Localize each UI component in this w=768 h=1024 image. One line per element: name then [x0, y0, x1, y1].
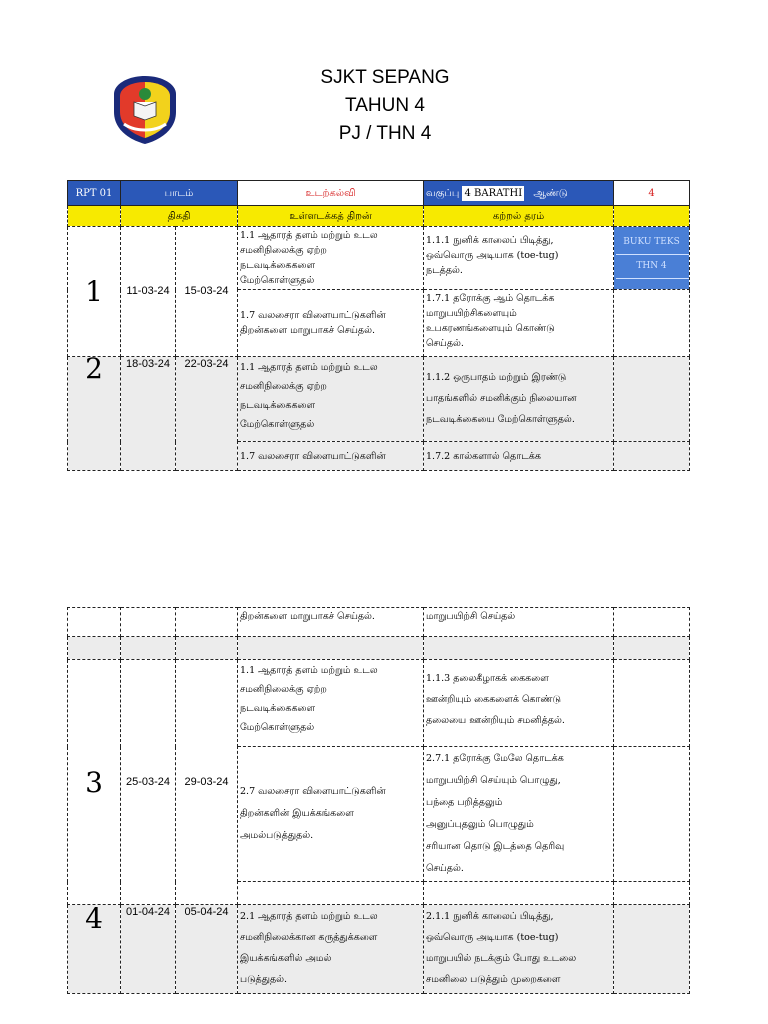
learning-standard-cell: 1.7.2 கால்களால் தொடக்க	[424, 442, 614, 471]
empty-cell	[238, 637, 424, 660]
content-standard-cell: திறன்களை மாறுபாகச் செய்தல்.	[238, 608, 424, 637]
content-standard-header: உள்ளடக்கத் திறன்	[238, 206, 424, 227]
school-name: SJKT SEPANG	[320, 67, 450, 88]
table-header-row	[68, 181, 690, 206]
empty-cell	[614, 206, 690, 227]
rpt-label: RPT 01	[68, 181, 121, 206]
start-date: 01-04-24	[121, 905, 176, 994]
subject-name: உடற்கல்வி	[238, 181, 424, 206]
empty-cell	[614, 442, 690, 471]
content-standard-cell: 1.7 வலசைரா விளையாட்டுகளின் திறன்களை மாறுபாகச் செய்தல்.	[238, 290, 424, 357]
table-subheader-row	[68, 206, 690, 227]
year-value: 4	[614, 181, 690, 206]
table-row	[68, 608, 690, 637]
school-crest-logo	[110, 72, 180, 146]
learning-standard-cell: 2.1.1 நுனிக் காலைப் பிடித்து, ஒவ்வொரு அடியாக (toe-tug) மாறுபயில் நடக்கும் போது உடலை சமனிலை படுத்தும் முறைகளை	[424, 905, 614, 994]
empty-cell	[614, 290, 690, 357]
table-row	[68, 227, 690, 290]
year-label: ஆண்டு	[533, 187, 568, 199]
end-date: 15-03-24	[176, 227, 238, 357]
empty-cell	[424, 637, 614, 660]
date-header: திகதி	[121, 206, 238, 227]
empty-cell	[614, 357, 690, 442]
empty-cell	[614, 747, 690, 882]
content-standard-cell: 2.1 ஆதாரத் தளம் மற்றும் உடல சமனிநிலைக்கான கருத்துக்களை இயக்கங்களில் அமல் படுத்துதல்.	[238, 905, 424, 994]
empty-cell	[176, 608, 238, 637]
rpt-table-page2	[67, 607, 690, 994]
start-date: 18-03-24	[121, 357, 176, 471]
content-standard-cell: 1.7 வலசைரா விளையாட்டுகளின்	[238, 442, 424, 471]
padam-label: பாடம்	[121, 181, 238, 206]
empty-cell	[68, 206, 121, 227]
start-date: 25-03-24	[121, 660, 176, 905]
learning-standard-cell: 1.1.1 நுனிக் காலைப் பிடித்து, ஒவ்வொரு அடியாக (toe-tug) நடத்தல்.	[424, 227, 614, 290]
end-date: 22-03-24	[176, 357, 238, 471]
content-standard-cell: 2.7 வலசைரா விளையாட்டுகளின் திறன்களின் இயக்கங்களை அமல்படுத்துதல்.	[238, 747, 424, 882]
learning-standard-cell: 2.7.1 தரோக்கு மேலே தொடக்க மாறுபயிற்சி செய்யும் பொழுது, பந்தை பறித்தலும் அனுப்புதலும் பொழுதும் சரியான தொடு இடத்தை தெரிவு செய்தல்.	[424, 747, 614, 882]
table-row	[68, 637, 690, 660]
year-title: TAHUN 4	[345, 95, 425, 116]
learning-standard-cell: மாறுபயிற்சி செய்தல்	[424, 608, 614, 637]
table-row	[68, 660, 690, 747]
empty-cell	[614, 660, 690, 747]
empty-cell	[68, 608, 121, 637]
week-number: 2	[68, 357, 121, 471]
table-row	[68, 357, 690, 442]
class-value: 4 BARATHI	[464, 187, 523, 199]
content-standard-cell: 1.1 ஆதாரத் தளம் மற்றும் உடல சமனிநிலைக்கு ஏற்ற நடவடிக்கைகளை மேற்கொள்ளுதல்	[238, 660, 424, 747]
learning-standard-cell: 1.1.2 ஒருபாதம் மற்றும் இரண்டு பாதங்களில் சமனிக்கும் நிலையான நடவடிக்கையை மேற்கொள்ளுதல்.	[424, 357, 614, 442]
learning-standard-cell: 1.1.3 தலைகீழாகக் கைகளை ஊன்றியும் கைகளைக் கொண்டு தலையை ஊன்றியும் சமனித்தல்.	[424, 660, 614, 747]
textbook-note: BUKU TEKS THN 4	[614, 227, 690, 290]
class-label: வகுப்பு	[426, 187, 460, 199]
empty-cell	[68, 637, 121, 660]
week-number: 1	[68, 227, 121, 357]
empty-cell	[614, 905, 690, 994]
week-number: 4	[68, 905, 121, 994]
empty-cell	[614, 608, 690, 637]
empty-cell	[614, 637, 690, 660]
empty-cell	[424, 882, 614, 905]
empty-cell	[121, 608, 176, 637]
class-cell	[424, 181, 614, 206]
empty-cell	[614, 882, 690, 905]
week-number: 3	[68, 660, 121, 905]
empty-cell	[176, 637, 238, 660]
learning-standard-header: கற்றல் தரம்	[424, 206, 614, 227]
table-row	[68, 905, 690, 994]
content-standard-cell: 1.1 ஆதாரத் தளம் மற்றும் உடல சமனிநிலைக்கு ஏற்ற நடவடிக்கைகளை மேற்கொள்ளுதல்	[238, 227, 424, 290]
learning-standard-cell: 1.7.1 தரோக்கு ஆம் தொடக்க மாறுபயிற்சிகளையும் உபகரணங்களையும் கொண்டு செய்தல்.	[424, 290, 614, 357]
rpt-table-page1	[67, 180, 690, 471]
content-standard-cell: 1.1 ஆதாரத் தளம் மற்றும் உடல சமனிநிலைக்கு ஏற்ற நடவடிக்கைகளை மேற்கொள்ளுதல்	[238, 357, 424, 442]
empty-cell	[121, 637, 176, 660]
end-date: 05-04-24	[176, 905, 238, 994]
empty-cell	[238, 882, 424, 905]
start-date: 11-03-24	[121, 227, 176, 357]
end-date: 29-03-24	[176, 660, 238, 905]
subject-title: PJ / THN 4	[338, 123, 432, 144]
